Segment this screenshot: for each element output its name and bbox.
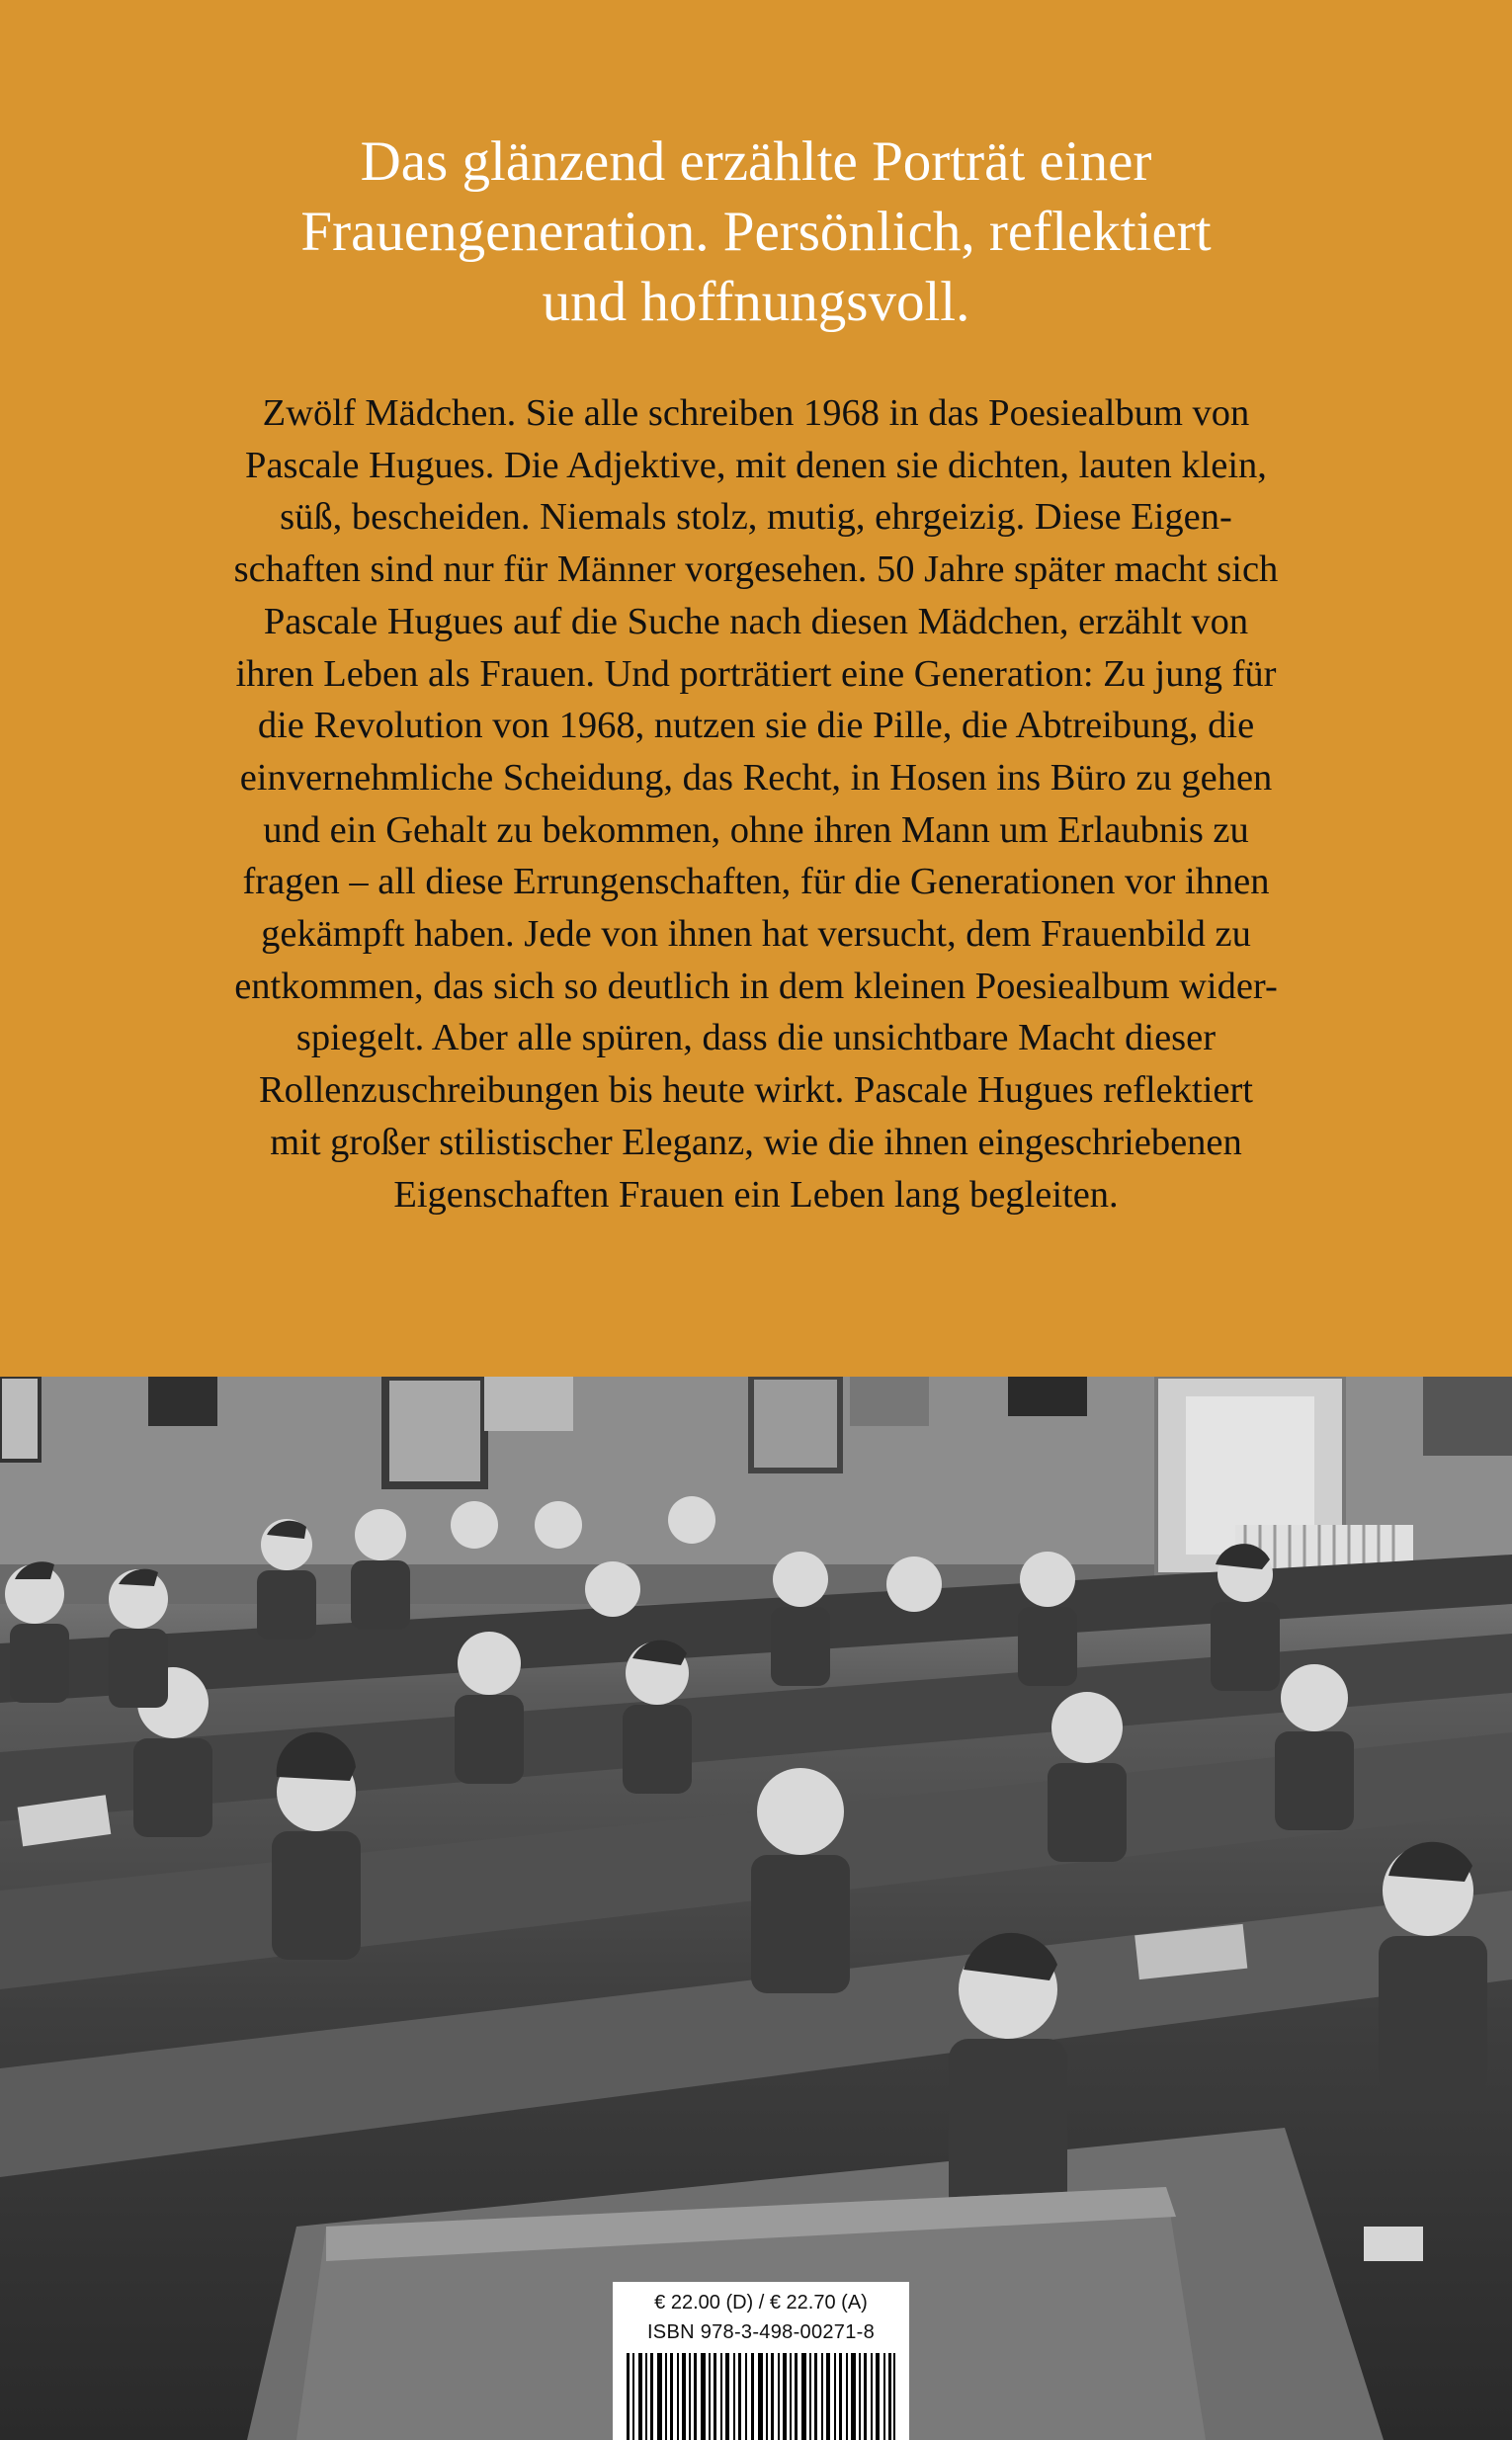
blurb-line: süß, bescheiden. Niemals stolz, mutig, ehrgeizig. Diese Eigen-: [280, 496, 1232, 539]
blurb-line: fragen – all diese Errungenschaften, für die Generationen vor ihnen: [242, 861, 1270, 903]
blurb-line: spiegelt. Aber alle spüren, dass die unsichtbare Macht dieser: [295, 1017, 1217, 1059]
blurb-line: mit großer stilistischer Eleganz, wie die ihnen eingeschriebenen: [270, 1121, 1242, 1163]
headline: [0, 126, 1512, 337]
price-barcode-box: [613, 2282, 909, 2440]
classroom-photo-illustration: [0, 1377, 1512, 2440]
blurb-line: Zwölf Mädchen. Sie alle schreiben 1968 in das Poesiealbum von: [262, 392, 1250, 434]
blurb-line: entkommen, das sich so deutlich in dem kleinen Poesiealbum wider-: [234, 965, 1278, 1007]
blurb-line: die Revolution von 1968, nutzen sie die Pille, die Abtreibung, die: [257, 705, 1255, 747]
headline-line: Das glänzend erzählte Porträt einer: [360, 130, 1152, 193]
blurb-line: gekämpft haben. Jede von ihnen hat versucht, dem Frauenbild zu: [261, 913, 1251, 956]
isbn-label: ISBN 978-3-498-00271-8: [646, 2321, 876, 2343]
headline-line: Frauengeneration. Persönlich, reflektiert: [300, 201, 1212, 263]
blurb-line: schaften sind nur für Männer vorgesehen. 50 Jahre später macht sich: [233, 548, 1279, 591]
blurb-line: einvernehmliche Scheidung, das Recht, in Hosen ins Büro zu gehen: [239, 756, 1273, 799]
blurb-line: Pascale Hugues auf die Suche nach diesen Mädchen, erzählt von: [263, 600, 1249, 642]
blurb-line: und ein Gehalt zu bekommen, ohne ihren Mann um Erlaubnis zu: [263, 808, 1249, 851]
classroom-photo: [0, 1377, 1512, 2440]
blurb: [0, 387, 1512, 1220]
barcode-icon: [627, 2353, 895, 2440]
headline-line: und hoffnungsvoll.: [542, 271, 970, 333]
blurb-line: Eigenschaften Frauen ein Leben lang begleiten.: [393, 1173, 1119, 1216]
price-label: € 22.00 (D) / € 22.70 (A): [654, 2292, 868, 2314]
blurb-line: ihren Leben als Frauen. Und porträtiert eine Generation: Zu jung für: [235, 652, 1277, 695]
blurb-line: Pascale Hugues. Die Adjektive, mit denen sie dichten, lauten klein,: [245, 444, 1267, 486]
blurb-line: Rollenzuschreibungen bis heute wirkt. Pascale Hugues reflektiert: [258, 1069, 1254, 1112]
